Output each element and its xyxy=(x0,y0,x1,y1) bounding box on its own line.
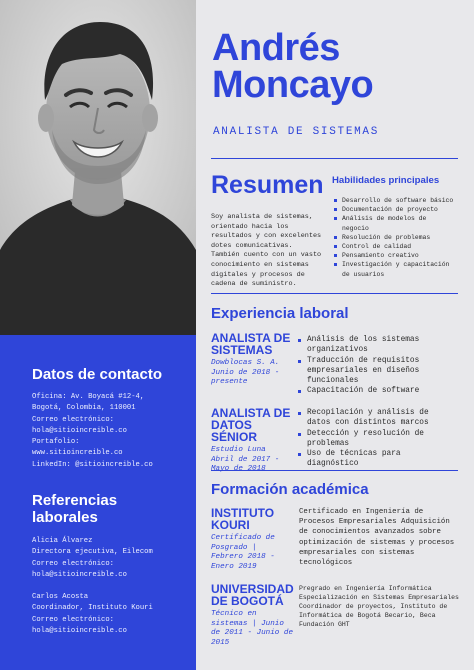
job-bullet: Traducción de requisitos empresariales en diseños funcionales xyxy=(296,356,456,387)
reference-role: Coordinador, Instituto Kouri xyxy=(32,604,153,613)
education-title: Formación académica xyxy=(211,481,369,498)
skill-item: Investigación y capacitación de usuarios xyxy=(332,260,456,278)
last-name: Moncayo xyxy=(212,64,374,106)
edu-meta: Técnico en sistemas | Junio de 2011 - Junio de 2015 xyxy=(211,610,294,647)
skill-item: Desarrollo de software básico xyxy=(332,196,456,205)
job-bullet: Análisis de los sistemas organizativos xyxy=(296,335,456,356)
reference-1 xyxy=(32,536,182,581)
summary-text: Soy analista de sistemas, orientado hacia los resultados y con excelentes dotes comunicativas. También cuento con un vasto conocimiento en sistemas digitales y procesos de cadena de suministro. xyxy=(211,213,322,289)
reference-label: Correo electrónico: xyxy=(32,559,114,568)
right-column xyxy=(196,0,474,670)
skill-item: Análisis de modelos de negocio xyxy=(332,214,456,232)
edu-1-text: Certificado en Ingeniería de Procesos Empresariales Adquisición de conocimientos avanzados sobre optimización de sistemas y procesos empresariales con sistemas tecnológicos xyxy=(299,508,455,568)
profile-photo xyxy=(0,0,196,335)
left-column xyxy=(0,0,196,670)
portrait-illustration xyxy=(0,0,196,335)
job-2-bullets xyxy=(296,408,456,470)
edu-2-text: Pregrado en Ingeniería Informática Especialización en Sistemas Empresariales Coordinador de proyectos, Instituto de Informática de Bogotá Becario, Beca Fundación GHT xyxy=(299,585,459,628)
edu-meta: Certificado de Posgrado | Febrero 2018 - Enero 2019 xyxy=(211,534,275,571)
job-title: ANALISTA DE DATOS SÉNIOR xyxy=(211,406,291,444)
references-section xyxy=(32,492,182,637)
job-role: ANALISTA DE SISTEMAS xyxy=(213,126,380,138)
skills-title: Habilidades principales xyxy=(332,175,440,186)
reference-label: Correo electrónico: xyxy=(32,615,114,624)
job-meta: Dowblocas S. A. Junio de 2018 - presente xyxy=(211,359,280,387)
edu-title: UNIVERSIDAD DE BOGOTÁ xyxy=(211,582,294,608)
references-title: Referencias laborales xyxy=(32,492,118,526)
divider xyxy=(211,470,458,471)
job-1-bullets xyxy=(296,335,456,397)
job-bullet: Capacitación de software xyxy=(296,386,456,396)
reference-2 xyxy=(32,592,182,637)
contact-line: Oficina: Av. Boyacá #12-4, xyxy=(32,393,145,401)
skill-item: Pensamiento creativo xyxy=(332,251,456,260)
first-name: Andrés xyxy=(212,27,340,69)
divider xyxy=(211,293,458,294)
skill-item: Control de calidad xyxy=(332,242,456,251)
reference-name: Alicia Álvarez xyxy=(32,537,93,545)
reference-email[interactable]: hola@sitioincreible.co xyxy=(32,570,127,579)
contact-email[interactable]: hola@sitioincreible.co xyxy=(32,426,127,435)
left-panel xyxy=(0,335,196,670)
experience-title: Experiencia laboral xyxy=(211,305,349,322)
job-meta: Estudio Luna Abril de 2017 - xyxy=(211,446,280,464)
skills-list xyxy=(332,196,456,279)
summary-title: Resumen xyxy=(211,171,324,199)
reference-name: Carlos Acosta xyxy=(32,593,89,602)
contact-title: Datos de contacto xyxy=(32,366,163,383)
job-bullet: Recopilación y análisis de datos con distintos marcos xyxy=(296,408,456,429)
edu-2-header xyxy=(211,583,295,648)
contact-line: Correo electrónico: xyxy=(32,415,114,424)
job-2-header xyxy=(211,407,293,475)
job-title: ANALISTA DE SISTEMAS xyxy=(211,331,291,357)
divider xyxy=(211,158,458,159)
reference-role: Directora ejecutiva, Eilecom xyxy=(32,548,153,557)
job-bullet: Detección y resolución de problemas xyxy=(296,429,456,450)
contact-line: Bogotá, Colombia, 110001 xyxy=(32,404,136,413)
contact-linkedin[interactable]: LinkedIn: @sitioincreible.co xyxy=(32,460,153,469)
reference-email[interactable]: hola@sitioincreible.co xyxy=(32,627,127,636)
contact-lines xyxy=(32,392,182,471)
edu-title: INSTITUTO KOURI xyxy=(211,506,275,532)
job-1-header xyxy=(211,332,291,388)
job-bullet: Uso de técnicas para diagnóstico xyxy=(296,449,456,470)
skill-item: Resolución de problemas xyxy=(332,233,456,242)
contact-section xyxy=(32,366,182,471)
person-name xyxy=(212,27,374,106)
skill-item: Documentación de proyecto xyxy=(332,205,456,214)
contact-line: Portafolio: xyxy=(32,438,80,447)
edu-1-header xyxy=(211,507,291,572)
contact-portfolio[interactable]: www.sitioincreible.co xyxy=(32,449,123,458)
